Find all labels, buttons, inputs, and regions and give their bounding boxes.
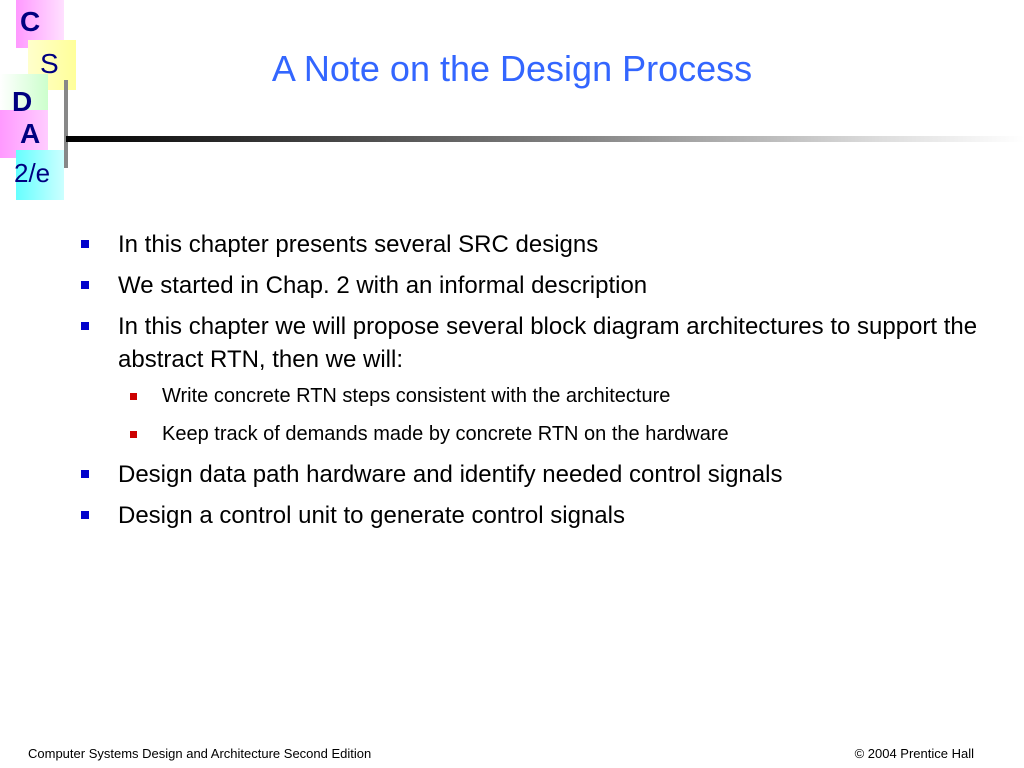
bullet-item xyxy=(78,458,978,491)
bullet-text: In this chapter presents several SRC designs xyxy=(118,231,599,258)
bullet-text: In this chapter we will propose several block diagram architectures to support the abstract RTN, then we will: xyxy=(118,313,978,373)
footer-book-title: Computer Systems Design and Architecture Second Edition xyxy=(28,746,372,761)
logo-letter-d: D xyxy=(12,86,33,117)
logo-letter-c: C xyxy=(20,6,41,37)
logo-edition: 2/e xyxy=(14,158,51,188)
bullet-item xyxy=(78,499,978,532)
sub-bullet-text: Write concrete RTN steps consistent with the architecture xyxy=(162,385,671,407)
bullet-text: Design a control unit to generate control signals xyxy=(118,502,625,529)
slide-title: A Note on the Design Process xyxy=(271,48,753,89)
bullet-item xyxy=(78,269,978,302)
square-bullet-icon xyxy=(130,431,137,438)
logo-letter-s: S xyxy=(40,48,59,79)
square-bullet-icon xyxy=(81,322,89,330)
bullet-item xyxy=(78,310,978,376)
bullet-item xyxy=(78,228,978,261)
square-bullet-icon xyxy=(81,281,89,289)
logo-vertical-bar xyxy=(64,80,68,168)
bullet-text: Design data path hardware and identify needed control signals xyxy=(118,461,783,488)
bullet-text: We started in Chap. 2 with an informal description xyxy=(118,272,648,299)
title-underline xyxy=(66,136,1024,142)
square-bullet-icon xyxy=(81,470,89,478)
sub-bullet-item xyxy=(78,382,978,410)
square-bullet-icon xyxy=(81,511,89,519)
square-bullet-icon xyxy=(81,240,89,248)
sub-bullet-item xyxy=(78,420,978,448)
footer-copyright: © 2004 Prentice Hall xyxy=(854,746,974,761)
sub-bullet-text: Keep track of demands made by concrete RTN on the hardware xyxy=(162,423,729,445)
bullet-list xyxy=(78,228,978,540)
logo-letter-a: A xyxy=(20,118,41,149)
square-bullet-icon xyxy=(130,393,137,400)
